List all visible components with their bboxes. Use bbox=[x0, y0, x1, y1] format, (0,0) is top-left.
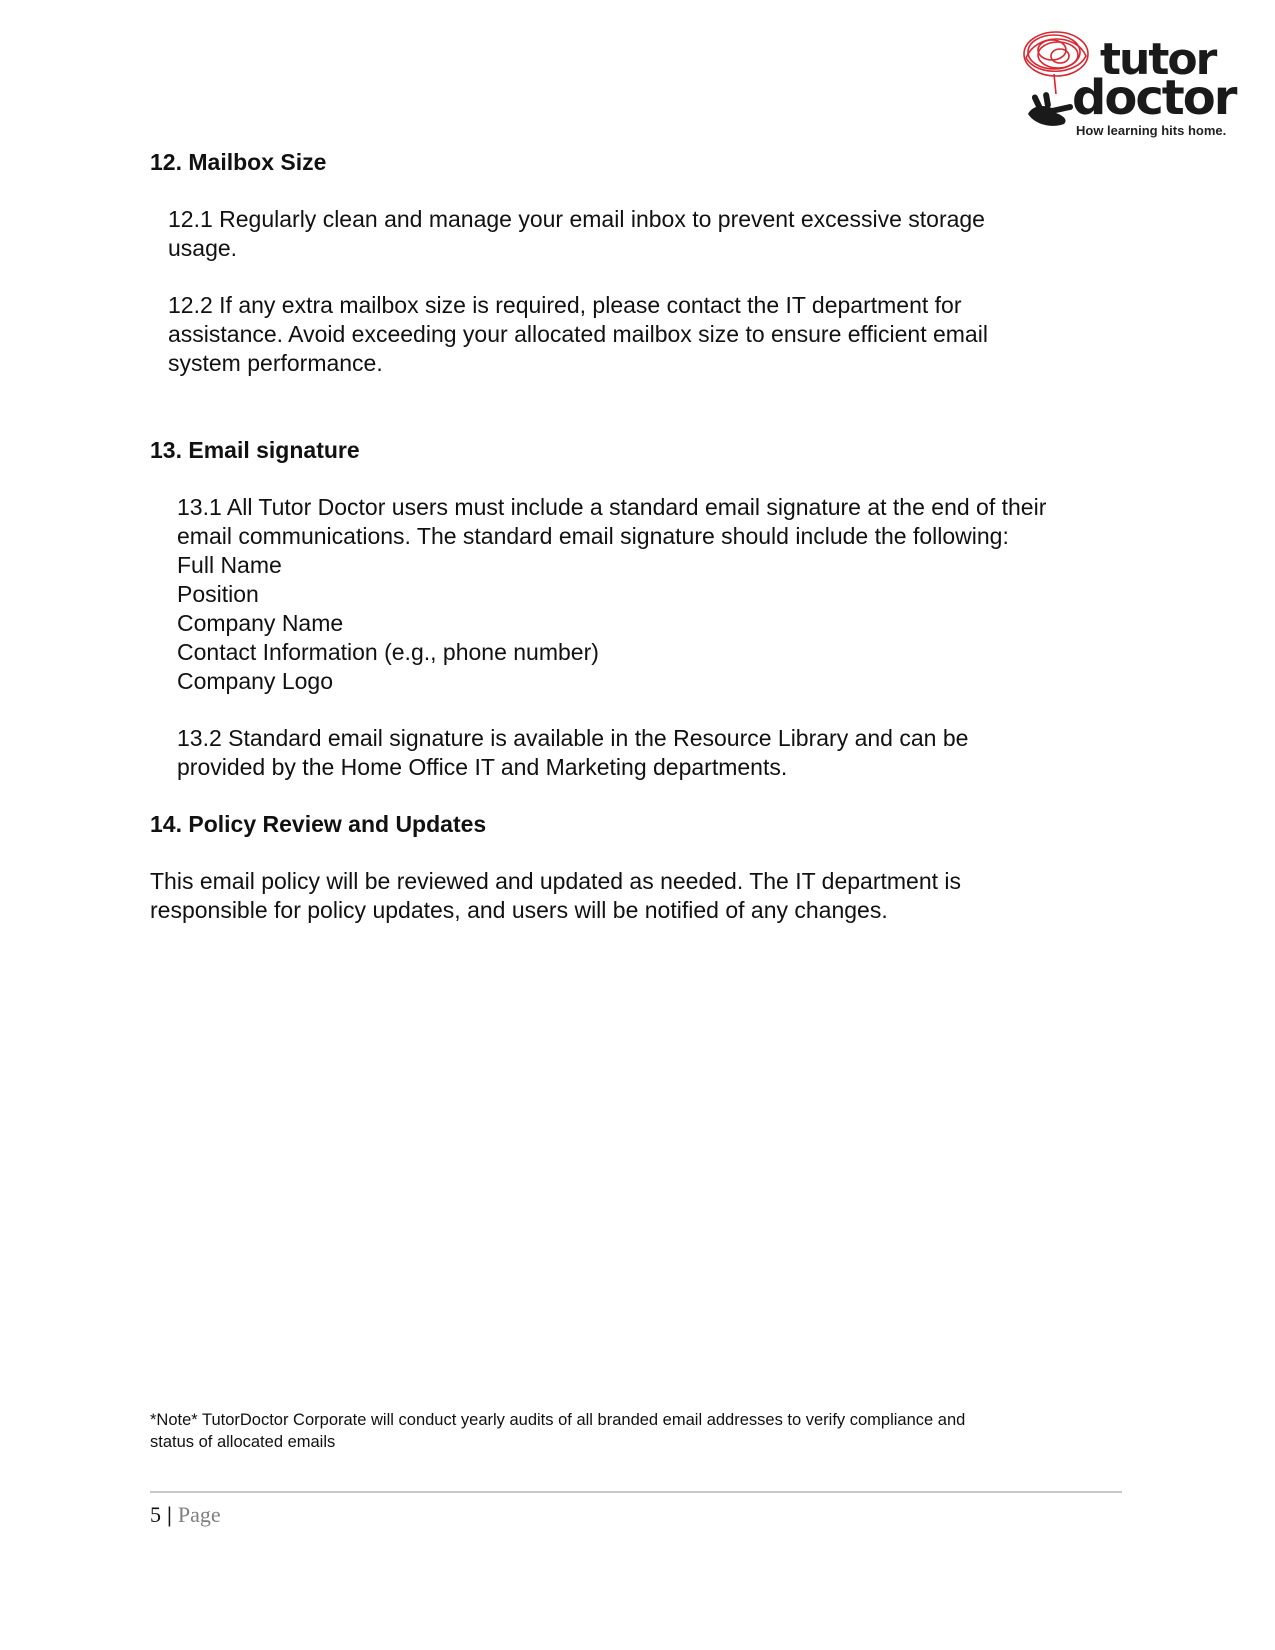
audit-note-line-1: *Note* TutorDoctor Corporate will conduct yearly audits of all branded email addresses to verify compliance and bbox=[150, 1411, 966, 1429]
page-footer bbox=[150, 1502, 221, 1528]
section-12-1-line-2: usage. bbox=[168, 235, 238, 261]
section-14-line-1: This email policy will be reviewed and updated as needed. The IT department is bbox=[150, 868, 961, 894]
signature-item-company-name: Company Name bbox=[177, 610, 344, 636]
signature-item-company-logo: Company Logo bbox=[177, 668, 333, 694]
section-12-2-line-2: assistance. Avoid exceeding your allocated mailbox size to ensure efficient email bbox=[168, 321, 988, 347]
section-13-1-line-1: 13.1 All Tutor Doctor users must include a standard email signature at the end of their bbox=[177, 494, 1047, 520]
section-14-line-2: responsible for policy updates, and users will be notified of any changes. bbox=[150, 897, 888, 923]
section-12-1-line-1: 12.1 Regularly clean and manage your email inbox to prevent excessive storage bbox=[168, 206, 985, 232]
section-14-heading: 14. Policy Review and Updates bbox=[150, 811, 487, 837]
logo-word-tutor: tutor bbox=[1100, 34, 1216, 85]
hand-icon bbox=[1024, 88, 1076, 128]
page-number: 5 bbox=[150, 1502, 161, 1527]
section-12-2-line-1: 12.2 If any extra mailbox size is required, please contact the IT department for bbox=[168, 292, 962, 318]
section-13-2-line-2: provided by the Home Office IT and Marketing departments. bbox=[177, 754, 788, 780]
signature-item-contact-information: Contact Information (e.g., phone number) bbox=[177, 639, 599, 665]
logo-word-doctor: doctor bbox=[1072, 70, 1236, 126]
page-label: Page bbox=[177, 1502, 221, 1527]
signature-item-full-name: Full Name bbox=[177, 552, 282, 578]
tutor-doctor-logo bbox=[1010, 28, 1250, 140]
footer-divider bbox=[150, 1491, 1122, 1493]
section-13-2-line-1: 13.2 Standard email signature is available in the Resource Library and can be bbox=[177, 725, 969, 751]
footer-separator: | bbox=[167, 1502, 172, 1527]
logo-tagline: How learning hits home. bbox=[1076, 123, 1227, 138]
section-12-heading: 12. Mailbox Size bbox=[150, 149, 327, 175]
section-12-2-line-3: system performance. bbox=[168, 350, 383, 376]
audit-note-line-2: status of allocated emails bbox=[150, 1433, 336, 1451]
signature-item-position: Position bbox=[177, 581, 259, 607]
section-13-1-line-2: email communications. The standard email signature should include the following: bbox=[177, 523, 1009, 549]
section-13-heading: 13. Email signature bbox=[150, 437, 360, 463]
